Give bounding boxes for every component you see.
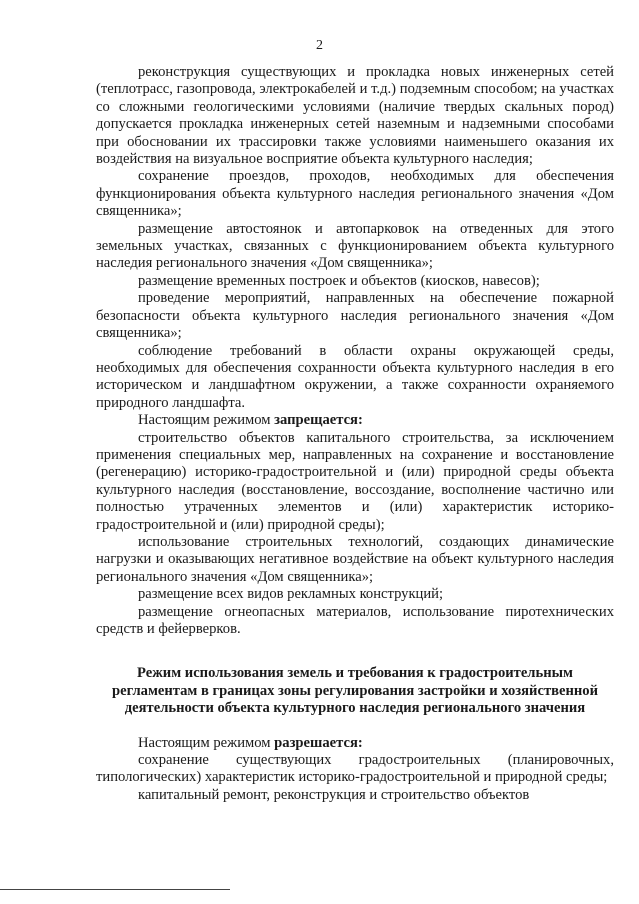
document-body	[96, 64, 614, 804]
intro-keyword: разрешается:	[274, 734, 363, 751]
section-heading: Режим использования земель и требования к градостроительным регламентам в границах зоны регулирования застройки и хозяйственной деятельности объекта культурного наследия регионального значения	[112, 665, 598, 717]
intro-keyword: запрещается:	[274, 412, 363, 429]
paragraph: сохранение проездов, проходов, необходимых для обеспечения функционирования объекта культурного наследия регионального значения «Дом священника»;	[96, 168, 614, 220]
paragraph: размещение огнеопасных материалов, использование пиротехнических средств и фейерверков.	[96, 603, 614, 637]
footnote-divider	[0, 889, 230, 890]
paragraph: использование строительных технологий, создающих динамические нагрузки и оказывающих негативное воздействие на объект культурного наследия регионального значения «Дом священника»;	[96, 533, 614, 585]
paragraph: строительство объектов капитального строительства, за исключением применения специальных мер, направленных на сохранение и восстановление (регенерацию) историко-градостроительной и (или) природной среды объекта культурного наследия (восстановление, воссоздание, восполнение частично или полностью утраченных элементов и (или) характеристик историко-градостроительной и (или) природной среды);	[96, 429, 614, 533]
paragraph: соблюдение требований в области охраны окружающей среды, необходимых для обеспечения сохранности объекта культурного наследия в его историческом и ландшафтном окружении, а также сохранности охраняемого природного ландшафта.	[96, 342, 614, 411]
paragraph: проведение мероприятий, направленных на обеспечение пожарной безопасности объекта культурного наследия регионального значения «Дом священника»;	[96, 290, 614, 342]
prohibited-intro	[96, 412, 614, 429]
paragraph: размещение временных построек и объектов (киосков, навесов);	[138, 272, 540, 289]
intro-prefix: Настоящим режимом	[138, 412, 275, 429]
intro-prefix: Настоящим режимом	[138, 734, 275, 751]
paragraph: размещение всех видов рекламных конструкций;	[138, 586, 444, 603]
paragraph: реконструкция существующих и прокладка новых инженерных сетей (теплотрасс, газопровода, электрокабелей и т.д.) подземным способом; на участках со сложными геологическими условиями (наличие твердых скальных пород) допускается прокладка инженерных сетей наземным и надземными способами при обосновании их трассировки также условиями наименьшего оказания их воздействия на визуальное восприятие объекта культурного наследия;	[96, 64, 614, 168]
paragraph: размещение автостоянок и автопарковок на отведенных для этого земельных участках, связанных с функционированием объекта культурного наследия регионального значения «Дом священника»;	[96, 220, 614, 272]
paragraph: сохранение существующих градостроительных (планировочных, типологических) характеристик историко-градостроительной и природной среды;	[96, 752, 614, 786]
page-number: 2	[316, 38, 323, 53]
permitted-intro	[96, 735, 614, 752]
paragraph: капитальный ремонт, реконструкция и строительство объектов	[138, 786, 530, 803]
